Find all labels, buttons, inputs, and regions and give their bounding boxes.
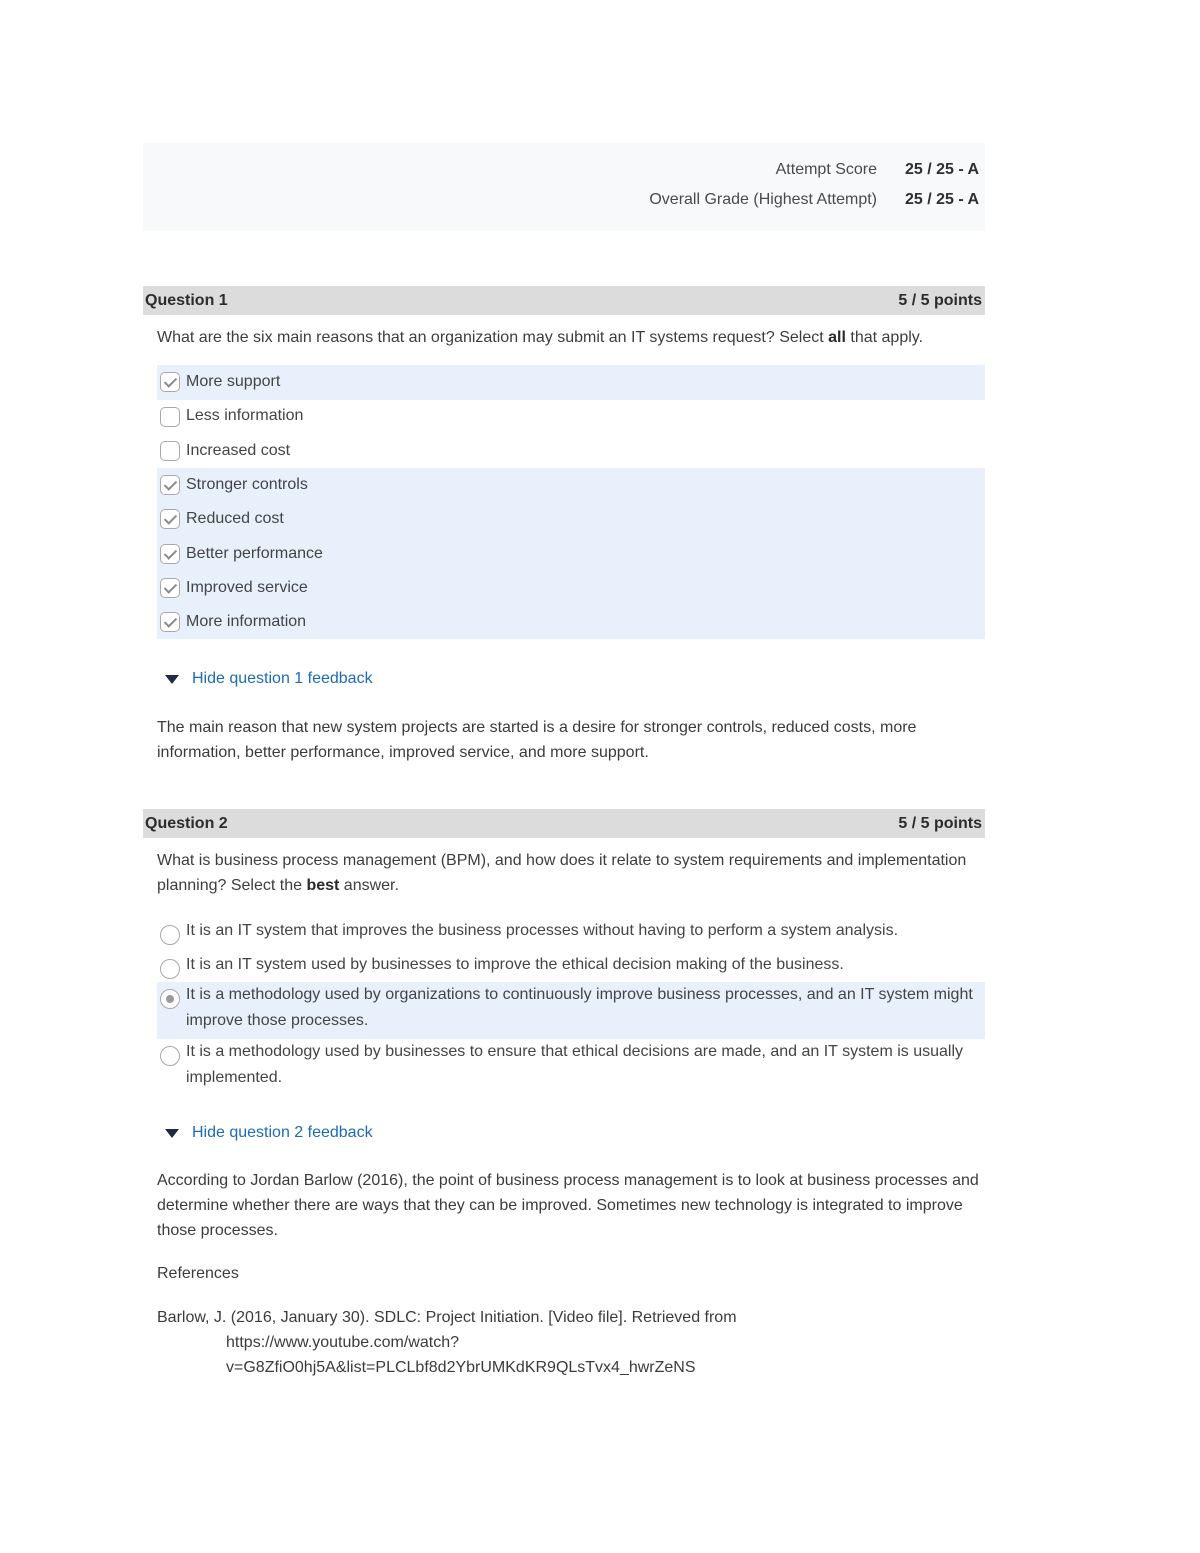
radio-empty-icon[interactable] [160,1046,180,1066]
answer-label: More information [186,613,307,630]
feedback-toggle-label[interactable]: Hide question 1 feedback [192,670,373,687]
answer-option-2[interactable] [157,400,985,434]
checkbox-checked-icon[interactable] [160,372,180,392]
attempt-score-row [776,161,985,179]
answer-option-4[interactable] [157,468,985,502]
attempt-score-label: Attempt Score [775,161,877,178]
triangle-down-icon [165,1129,179,1138]
checkbox-checked-icon[interactable] [160,544,180,564]
checkbox-empty-icon[interactable] [160,441,180,461]
references-heading: References [157,1265,239,1282]
answer-option-4[interactable] [157,1039,985,1095]
hide-feedback-toggle[interactable] [165,670,373,688]
triangle-down-icon [165,675,179,684]
answer-option-2[interactable] [157,952,985,982]
question-2-header [143,809,985,838]
answer-option-5[interactable] [157,502,985,537]
reference-citation: Barlow, J. (2016, January 30). SDLC: Project Initiation. [Video file]. Retrieved from [157,1309,737,1326]
prompt-emphasis: all [828,329,846,346]
answer-label: Improved service [186,579,308,596]
answer-option-6[interactable] [157,537,985,571]
reference-url[interactable]: https://www.youtube.com/watch? [226,1334,459,1351]
answer-option-3[interactable] [157,982,985,1039]
checkbox-checked-icon[interactable] [160,612,180,632]
checkbox-checked-icon[interactable] [160,509,180,529]
answer-option-8[interactable] [157,605,985,639]
answer-label: Reduced cost [186,510,284,527]
answer-label: Increased cost [186,442,291,459]
prompt-text: What are the six main reasons that an organization may submit an IT systems request? Select [157,329,829,346]
prompt-emphasis: best [306,877,340,894]
answer-label: Less information [186,407,304,424]
overall-grade-row [649,191,985,209]
question-2-prompt [157,848,985,898]
question-points: 5 / 5 points [898,814,982,832]
question-1-prompt [157,325,985,350]
radio-empty-icon[interactable] [160,925,180,945]
reference-entry [157,1305,985,1380]
answer-option-1[interactable] [157,365,985,400]
radio-empty-icon[interactable] [160,959,180,979]
question-title: Question 1 [145,291,228,309]
answer-label: It is an IT system used by businesses to improve the ethical decision making of the business. [186,956,844,973]
question-2-feedback: According to Jordan Barlow (2016), the point of business process management is to look at business processes and determine whether there are ways that they can be improved. Sometimes new technology is integrated to improve those processes. [157,1172,979,1239]
hide-feedback-toggle[interactable] [165,1124,373,1142]
overall-grade-label: Overall Grade (Highest Attempt) [649,191,877,208]
overall-grade-value: 25 / 25 - A [905,191,980,208]
prompt-text-end: that apply. [845,329,924,346]
attempt-score-value: 25 / 25 - A [905,161,980,178]
reference-url-query[interactable]: v=G8ZfiO0hj5A&list=PLCLbf8d2YbrUMKdKR9QLsTvx4_hwrZeNS [226,1359,696,1376]
checkbox-empty-icon[interactable] [160,407,180,427]
prompt-text: What is business process management (BPM), and how does it relate to system requirements and implementation planning? Select the [157,852,967,894]
feedback-toggle-label[interactable]: Hide question 2 feedback [192,1124,373,1141]
question-1-feedback: The main reason that new system projects are started is a desire for stronger controls, reduced costs, more information, better performance, improved service, and more support. [157,719,917,761]
radio-selected-icon[interactable] [160,989,180,1009]
checkbox-checked-icon[interactable] [160,578,180,598]
answer-label: It is a methodology used by businesses to ensure that ethical decisions are made, and an IT system is usually implemented. [186,1043,964,1086]
question-title: Question 2 [145,814,228,832]
prompt-text-end: answer. [339,877,399,894]
answer-label: Stronger controls [186,476,308,493]
checkbox-checked-icon[interactable] [160,475,180,495]
answer-label: More support [186,373,281,390]
answer-option-1[interactable] [157,918,985,952]
question-points: 5 / 5 points [898,291,982,309]
answer-label: It is a methodology used by organizations to continuously improve business processes, and an IT system might improve those processes. [186,986,973,1029]
question-1-header [143,286,985,315]
answer-label: It is an IT system that improves the business processes without having to perform a system analysis. [186,922,899,939]
answer-option-3[interactable] [157,434,985,468]
answer-label: Better performance [186,545,323,562]
score-summary [143,143,985,231]
answer-option-7[interactable] [157,571,985,605]
